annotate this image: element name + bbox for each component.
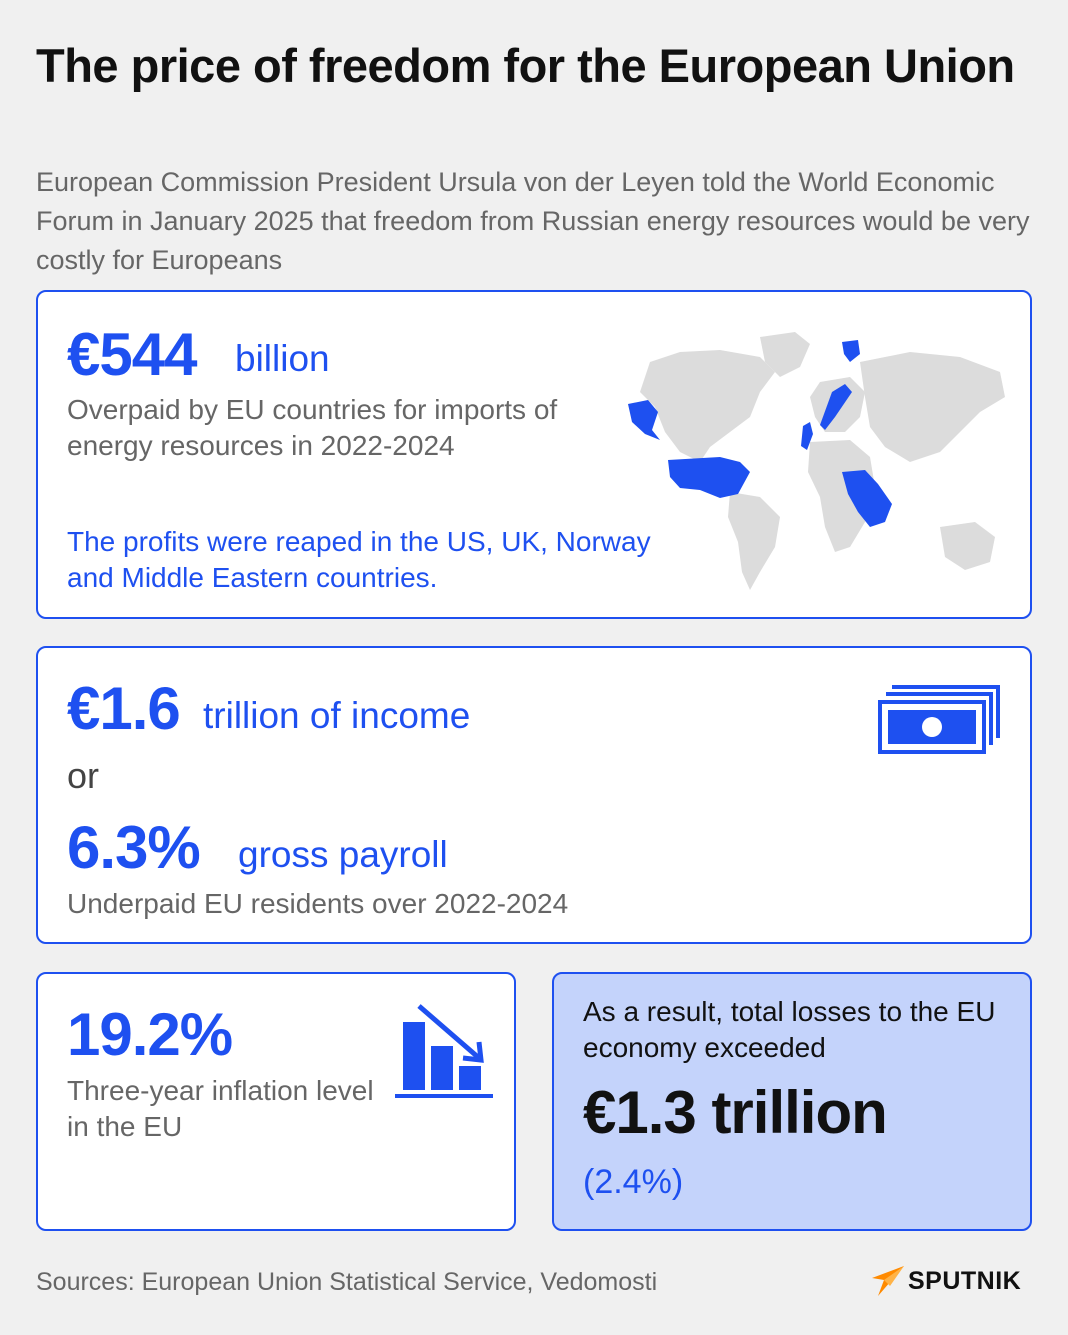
losses-value: €1.3 trillion: [583, 1079, 887, 1146]
payroll-value: 6.3%: [67, 814, 200, 881]
page-subtitle: European Commission President Ursula von der Leyen told the World Economic Forum in January 2025 that freedom from Russian energy resources would be very costly for Europeans: [36, 167, 1030, 275]
income-card: [36, 646, 1032, 944]
money-icon: [878, 682, 1002, 754]
inflation-card: [36, 972, 516, 1231]
income-description: Underpaid EU residents over 2022-2024: [67, 888, 569, 919]
inflation-description: Three-year inflation level in the EU: [67, 1075, 374, 1142]
world-map-icon: [610, 322, 1010, 597]
overpaid-unit: billion: [235, 338, 330, 379]
losses-lead: As a result, total losses to the EU economy exceeded: [583, 996, 996, 1063]
payroll-unit: gross payroll: [238, 834, 448, 875]
losses-percent: (2.4%): [583, 1163, 684, 1201]
sputnik-logo-icon: [870, 1264, 906, 1300]
page-title: The price of freedom for the European Union: [36, 39, 1015, 92]
income-value: €1.6: [67, 675, 180, 742]
sputnik-logo-text: SPUTNIK: [908, 1267, 1022, 1295]
inflation-value: 19.2%: [67, 1001, 233, 1068]
declining-chart-icon: [393, 1002, 495, 1104]
income-unit: trillion of income: [203, 695, 471, 736]
profits-note: The profits were reaped in the US, UK, Norway and Middle Eastern countries.: [67, 526, 651, 593]
overpaid-value: €544: [67, 321, 197, 388]
or-label: or: [67, 755, 100, 796]
total-losses-card: [552, 972, 1032, 1231]
overpaid-card: [36, 290, 1032, 619]
sources: Sources: European Union Statistical Service, Vedomosti: [36, 1268, 658, 1296]
overpaid-description: Overpaid by EU countries for imports of energy resources in 2022-2024: [67, 394, 558, 461]
sputnik-logo: [870, 1262, 1035, 1302]
